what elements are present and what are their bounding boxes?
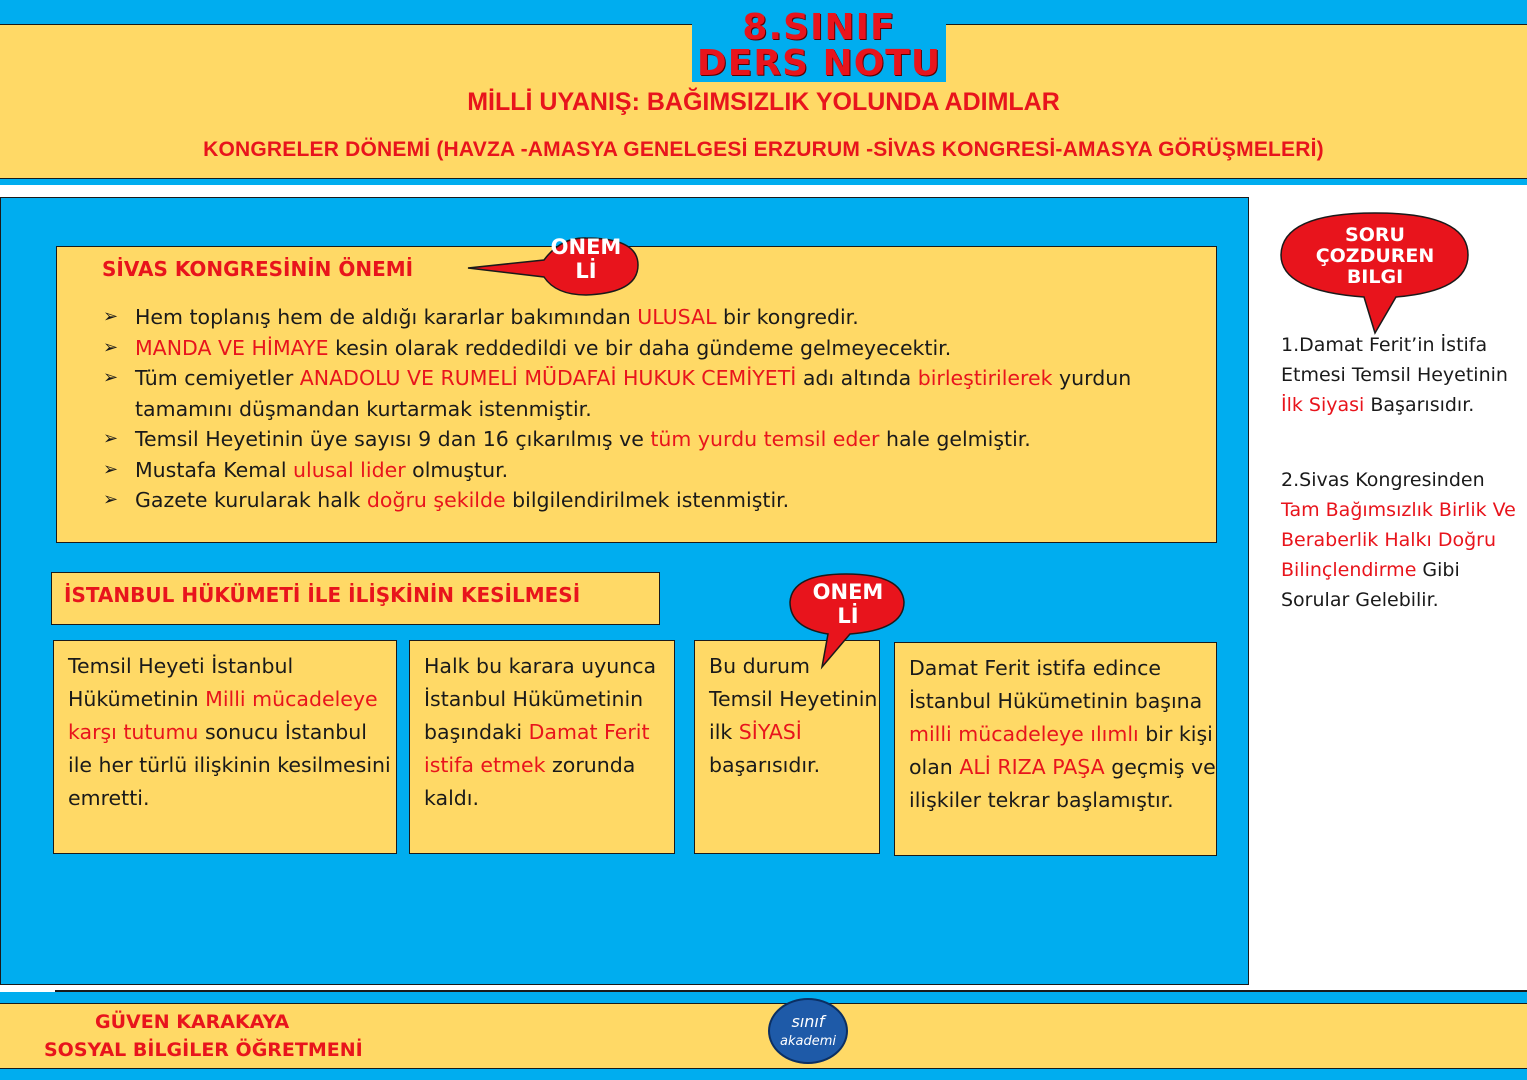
body-text: Temsil Heyetinin üye sayısı 9 dan 16 çıkarılmış ve [135, 427, 651, 451]
bullet-item [103, 363, 1203, 424]
body-text: Halk bu karara uyunca İstanbul Hükümetinin başındaki [424, 654, 657, 744]
callout-line-2: Lİ [575, 259, 597, 283]
bullet-item [103, 455, 1203, 486]
body-text: olmuştur. [405, 457, 509, 482]
highlight-text: birleştirilerek [917, 366, 1053, 390]
highlight-text: doğru şekilde [366, 488, 506, 512]
author-role: SOSYAL BİLGİLER ÖĞRETMENİ [44, 1039, 363, 1061]
body-text: kesin olarak reddedildi ve bir daha gündeme gelmeyecektir. [328, 335, 952, 360]
grade-badge [692, 2, 946, 82]
side-note-1 [1281, 330, 1521, 420]
body-text: hale gelmiştir. [879, 427, 1031, 451]
bullet-item [103, 485, 1203, 516]
highlight-text: tüm yurdu temsil eder [650, 427, 880, 451]
body-text: Mustafa Kemal [135, 457, 294, 482]
body-text: adı altında [796, 366, 918, 390]
info-box-4 [894, 642, 1217, 856]
badge-line-1: 8.SINIF [742, 7, 896, 48]
body-text: Damat Ferit istifa edince İstanbul Hükümetinin başına [909, 656, 1203, 713]
body-text: 2.Sivas Kongresinden [1281, 469, 1485, 491]
body-text: bir kongredir. [716, 305, 859, 329]
logo-line-2: akademi [780, 1034, 836, 1049]
body-text: bilgilendirilmek istenmiştir. [505, 488, 790, 512]
body-text: başarısıdır. [709, 753, 821, 777]
side-note-2 [1281, 465, 1521, 615]
body-text: Hem toplanış hem de aldığı kararlar bakımından [135, 305, 638, 329]
bullet-item [103, 424, 1203, 455]
highlight-text: ALİ RIZA PAŞA [959, 755, 1105, 779]
info-box-1 [53, 640, 397, 854]
body-text: zorunda kaldı. [424, 753, 636, 810]
highlight-text: MANDA VE HİMAYE [135, 335, 329, 360]
body-text: Gazete kurularak halk [135, 488, 367, 512]
section-title-sivas: SİVAS KONGRESİNİN ÖNEMİ [102, 257, 414, 281]
body-text: 1.Damat Ferit’in İstifa Etmesi Temsil Heyetinin [1281, 334, 1508, 386]
highlight-text: ULUSAL [637, 305, 717, 329]
logo-line-1: sınıf [791, 1012, 825, 1031]
callout-line-1: ONEM [550, 235, 622, 259]
author-name: GÜVEN KARAKAYA [95, 1011, 290, 1033]
sivas-bullet-list [103, 302, 1203, 516]
bubble-line-2: ÇOZDUREN [1315, 245, 1435, 267]
highlight-text: Milli mücadeleye karşı tutumu [68, 687, 378, 744]
bullet-item [103, 333, 1203, 364]
body-text: Gibi Sorular Gelebilir. [1281, 559, 1460, 611]
body-text: sonucu İstanbul ile her türlü ilişkinin kesilmesini emretti. [68, 720, 391, 810]
bubble-line-3: BILGI [1346, 266, 1404, 288]
body-text: Bu durum Temsil Heyetinin ilk [709, 654, 878, 744]
info-box-2 [409, 640, 675, 854]
body-text: Başarısıdır. [1364, 394, 1475, 416]
onemli-callout [530, 229, 642, 295]
highlight-text: Damat Ferit istifa etmek [424, 720, 650, 777]
highlight-text: SİYASİ [738, 720, 802, 744]
highlight-text: ANADOLU VE RUMELİ MÜDAFAİ HUKUK CEMİYETİ [299, 366, 797, 390]
sinif-akademi-logo [768, 998, 848, 1064]
badge-line-2: DERS NOTU [696, 43, 942, 84]
highlight-text: milli mücadeleye ılımlı [909, 722, 1139, 746]
onemli-callout-2 [793, 574, 903, 640]
callout2-line-1: ONEM [812, 580, 884, 604]
section-title-istanbul: İSTANBUL HÜKÜMETİ İLE İLİŞKİNİN KESİLMESİ [64, 583, 581, 607]
page-title: MİLLİ UYANIŞ: BAĞIMSIZLIK YOLUNDA ADIMLAR [467, 88, 1060, 116]
body-text: geçmiş ve ilişkiler tekrar başlamıştır. [909, 755, 1216, 812]
bubble-text [1302, 225, 1448, 288]
highlight-text: ulusal lider [293, 457, 406, 482]
page-subtitle: KONGRELER DÖNEMİ (HAVZA -AMASYA GENELGESİ ERZURUM -SİVAS KONGRESİ-AMASYA GÖRÜŞMELERİ) [203, 138, 1324, 161]
callout2-line-2: Lİ [837, 604, 859, 628]
highlight-text: Tam Bağımsızlık Birlik Ve Beraberlik Halkı Doğru Bilinçlendirme [1281, 499, 1516, 581]
bubble-line-1: SORU [1345, 224, 1405, 246]
highlight-text: İlk Siyasi [1281, 394, 1365, 416]
body-text: yurdun tamamını düşmandan kurtarmak istenmiştir. [135, 366, 1132, 421]
body-text: Temsil Heyeti İstanbul Hükümetinin [68, 654, 294, 711]
bullet-item [103, 302, 1203, 333]
body-text: Tüm cemiyetler [135, 366, 300, 390]
body-text: bir kişi olan [909, 722, 1213, 779]
